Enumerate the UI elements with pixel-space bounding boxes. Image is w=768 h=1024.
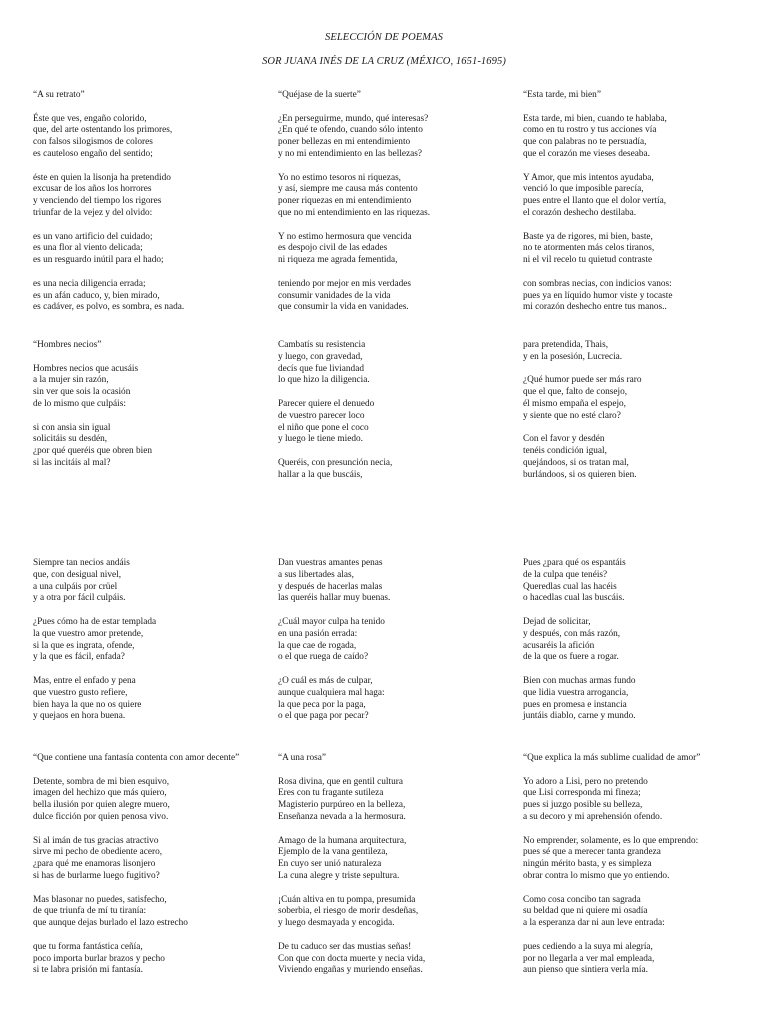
stanza <box>523 895 748 930</box>
poem-block <box>278 753 523 993</box>
verse-line: es un vano artificio del cuidado; <box>33 231 153 242</box>
verse-line: Siempre tan necios andáis <box>33 558 130 568</box>
verse-line: En cuyo ser unió naturaleza <box>278 859 382 870</box>
verse-line: la que peca por la paga, <box>278 699 366 710</box>
poem-block <box>523 90 748 340</box>
verse-line: es despojo civil de las edades <box>278 243 388 254</box>
stanza <box>33 173 278 220</box>
stanza <box>33 942 278 977</box>
verse-line: Éste que ves, engaño colorido, <box>33 113 147 124</box>
poem-title <box>33 90 278 114</box>
stanza <box>278 676 523 723</box>
verse-line: dulce ficción por quien penosa vivo. <box>33 811 169 822</box>
stanza <box>33 423 278 470</box>
verse-line: pues cediendo a la suya mi alegría, <box>523 941 653 952</box>
verse-line: ¿En qué te ofendo, cuando sólo intento <box>278 125 423 136</box>
poem-block <box>278 90 523 340</box>
verse-line: Pues ¿para qué os espantáis <box>523 558 626 568</box>
verse-line: Magisterio purpúreo en la belleza, <box>278 800 406 811</box>
stanza <box>278 942 523 977</box>
verse-line: venció lo que imposible parecía, <box>523 184 644 195</box>
verse-line: para pretendida, Thais, <box>523 340 609 350</box>
verse-line: ¿O cuál es más de culpar, <box>278 675 373 686</box>
verse-line: la que vuestro amor pretende, <box>33 628 144 639</box>
verse-line: es un afán caduco, y, bien mirado, <box>33 290 160 301</box>
verse-line: a una culpáis por crüel <box>33 581 118 592</box>
poem-block <box>33 558 278 753</box>
verse-line: Rosa divina, que en gentil cultura <box>278 776 403 787</box>
verse-line: la que cae de rogada, <box>278 640 357 651</box>
poem-title <box>523 753 748 777</box>
verse-line: si has de burlarme luego fugitivo? <box>33 870 160 881</box>
poem-block <box>33 753 278 993</box>
stanza <box>523 279 748 314</box>
verse-line: y en la posesión, Lucrecia. <box>523 351 623 362</box>
verse-line: que vuestro gusto refiere, <box>33 687 128 698</box>
stanza <box>278 399 523 446</box>
verse-line: y la que es fácil, enfada? <box>33 652 125 663</box>
stanza <box>523 375 748 422</box>
stanza <box>33 895 278 930</box>
verse-line: en una pasión errada: <box>278 628 358 639</box>
verse-line: que el que, falto de consejo, <box>523 387 628 398</box>
poem-block <box>523 340 748 558</box>
verse-line: acusaréis la afición <box>523 640 595 651</box>
poem-block <box>278 558 523 753</box>
verse-line: Yo adoro a Lisi, pero no pretendo <box>523 776 648 787</box>
verse-line: Y Amor, que mis intentos ayudaba, <box>523 172 654 183</box>
stanza <box>278 777 523 824</box>
poem-grid <box>33 90 748 993</box>
stanza <box>278 895 523 930</box>
verse-line: es una flor al viento delicada; <box>33 243 143 254</box>
stanza <box>33 617 278 664</box>
stanza <box>278 279 523 314</box>
stanza <box>33 364 278 411</box>
verse-line: de lo mismo que culpáis: <box>33 398 126 409</box>
verse-line: de la culpa que tenéis? <box>523 569 608 580</box>
verse-line: ¿Pues cómo ha de estar templada <box>33 616 157 627</box>
verse-line: excusar de los años los horrores <box>33 184 152 195</box>
stanza <box>523 558 748 605</box>
verse-line: no te atormenten más celos tiranos, <box>523 243 655 254</box>
poem-block <box>33 90 278 340</box>
poem-title-text: “Que contiene una fantasía contenta con amor decente” <box>33 753 240 763</box>
poem-title <box>33 753 278 777</box>
stanza <box>523 340 748 364</box>
verse-line: De tu caduco ser das mustias señas! <box>278 941 412 952</box>
verse-line: pues sé que a merecer tanta grandeza <box>523 847 661 858</box>
stanza <box>523 777 748 824</box>
stanza <box>278 340 523 387</box>
stanza <box>33 232 278 267</box>
verse-line: y luego le tiene miedo. <box>278 434 363 445</box>
verse-line: aunque cualquiera mal haga: <box>278 687 385 698</box>
stanza <box>523 617 748 664</box>
verse-line: y a otra por fácil culpáis. <box>33 593 126 604</box>
verse-line: que aunque dejas burlado el lazo estrecho <box>33 918 188 929</box>
verse-line: ni riqueza me agrada fementida, <box>278 255 398 266</box>
poem-block <box>523 753 748 993</box>
verse-line: él mismo empaña el espejo, <box>523 398 627 409</box>
stanza <box>33 558 278 605</box>
verse-line: Con el favor y desdén <box>523 434 605 445</box>
stanza <box>278 836 523 883</box>
verse-line: Queredlas cual las hacéis <box>523 581 617 592</box>
verse-line: o el que paga por pecar? <box>278 711 369 722</box>
verse-line: que Lisi corresponda mi fineza; <box>523 788 641 799</box>
poem-title <box>523 90 748 114</box>
stanza <box>523 173 748 220</box>
verse-line: a sus libertades alas, <box>278 569 354 580</box>
verse-line: ¿por qué queréis que obren bien <box>33 446 153 457</box>
verse-line: juntáis diablo, carne y mundo. <box>523 711 636 722</box>
stanza <box>523 676 748 723</box>
verse-line: Dan vuestras amantes penas <box>278 558 383 568</box>
poem-title-text: “Hombres necios” <box>33 340 102 350</box>
poem-block <box>33 340 278 558</box>
verse-line: Yo no estimo tesoros ni riquezas, <box>278 172 402 183</box>
verse-line: como en tu rostro y tus acciones vía <box>523 125 657 136</box>
verse-line: o el que ruega de caído? <box>278 652 369 663</box>
verse-line: éste en quien la lisonja ha pretendido <box>33 172 171 183</box>
verse-line: No emprender, solamente, es lo que emprendo: <box>523 835 699 846</box>
stanza <box>33 836 278 883</box>
verse-line: ni el vil recelo tu quietud contraste <box>523 255 653 266</box>
verse-line: sirve mi pecho de obediente acero, <box>33 847 163 858</box>
verse-line: consumir vanidades de la vida <box>278 290 391 301</box>
verse-line: ningún mérito basta, y es simpleza <box>523 859 652 870</box>
stanza <box>523 114 748 161</box>
stanza <box>278 173 523 220</box>
poem-title-text: “Que explica la más sublime cualidad de amor” <box>523 753 701 763</box>
verse-line: a la mujer sin razón, <box>33 375 109 386</box>
poem-title-text: “Esta tarde, mi bien” <box>523 90 601 100</box>
verse-line: Hombres necios que acusáis <box>33 363 139 374</box>
verse-line: y después, con más razón, <box>523 628 621 639</box>
verse-line: y venciendo del tiempo los rigores <box>33 196 162 207</box>
verse-line: si las incitáis al mal? <box>33 457 111 468</box>
verse-line: que consumir la vida en vanidades. <box>278 302 409 313</box>
verse-line: y luego desmayada y encogida. <box>278 918 395 929</box>
verse-line: de vuestro parecer loco <box>278 410 365 421</box>
poem-title <box>33 340 278 364</box>
verse-line: ¿para qué me enamoras lisonjero <box>33 859 156 870</box>
verse-line: si la que es ingrata, ofende, <box>33 640 135 651</box>
verse-line: poner bellezas en mi entendimiento <box>278 137 411 148</box>
poem-block <box>523 558 748 753</box>
verse-line: y así, siempre me causa más contento <box>278 184 418 195</box>
verse-line: bella ilusión por quien alegre muero, <box>33 800 170 811</box>
stanza <box>33 114 278 161</box>
verse-line: mi corazón deshecho entre tus manos.. <box>523 302 667 313</box>
verse-line: Y no estimo hermosura que vencida <box>278 231 412 242</box>
verse-line: Ejemplo de la vana gentileza, <box>278 847 388 858</box>
verse-line: ¿Cuál mayor culpa ha tenido <box>278 616 385 627</box>
verse-line: sin ver que sois la ocasión <box>33 387 131 398</box>
verse-line: es un resguardo inútil para el hado; <box>33 255 164 266</box>
verse-line: Si al imán de tus gracias atractivo <box>33 835 159 846</box>
verse-line: pues entre el llanto que el dolor vertía, <box>523 196 667 207</box>
stanza <box>523 434 748 481</box>
verse-line: obrar contra lo mismo que yo entiendo. <box>523 870 670 881</box>
verse-line: Mas, entre el enfado y pena <box>33 675 136 686</box>
verse-line: y después de hacerlas malas <box>278 581 383 592</box>
verse-line: solicitáis su desdén, <box>33 434 108 445</box>
verse-line: triunfar de la vejez y del olvido: <box>33 207 153 218</box>
verse-line: poco importa burlar brazos y pecho <box>33 953 165 964</box>
verse-line: Detente, sombra de mi bien esquivo, <box>33 776 170 787</box>
verse-line: Queréis, con presunción necia, <box>278 457 393 468</box>
verse-line: que lidia vuestra arrogancia, <box>523 687 629 698</box>
verse-line: Viviendo engañas y muriendo enseñas. <box>278 965 423 976</box>
verse-line: Parecer quiere el denuedo <box>278 398 375 409</box>
verse-line: por no llegarla a ver mal empleada, <box>523 953 655 964</box>
verse-line: si con ansia sin igual <box>33 422 111 433</box>
stanza <box>278 458 523 482</box>
verse-line: teniendo por mejor en mis verdades <box>278 278 411 289</box>
verse-line: que, con desigual nivel, <box>33 569 122 580</box>
verse-line: aun pienso que sintiera verla mía. <box>523 965 648 976</box>
verse-line: si te labra prisión mi fantasía. <box>33 965 143 976</box>
verse-line: Con que con docta muerte y necia vida, <box>278 953 426 964</box>
verse-line: Cambatís su resistencia <box>278 340 366 350</box>
stanza <box>523 942 748 977</box>
stanza <box>278 114 523 161</box>
verse-line: imagen del hechizo que más quiero, <box>33 788 167 799</box>
verse-line: que con palabras no te persuadía, <box>523 137 647 148</box>
stanza <box>278 617 523 664</box>
verse-line: el niño que pone el coco <box>278 422 369 433</box>
verse-line: quejándoos, si os tratan mal, <box>523 457 629 468</box>
verse-line: que, del arte ostentando los primores, <box>33 125 173 136</box>
verse-line: pues si juzgo posible su belleza, <box>523 800 643 811</box>
poem-title-text: “A una rosa” <box>278 753 327 763</box>
stanza <box>33 676 278 723</box>
verse-line: La cuna alegre y triste sepultura. <box>278 870 400 881</box>
stanza <box>33 777 278 824</box>
document-subtitle: SOR JUANA INÉS DE LA CRUZ (MÉXICO, 1651-1695) <box>262 56 506 67</box>
verse-line: poner riquezas en mi entendimiento <box>278 196 412 207</box>
poem-title-text: “A su retrato” <box>33 90 85 100</box>
verse-line: y siente que no esté claro? <box>523 410 621 421</box>
document-title: SELECCIÓN DE POEMAS <box>325 32 443 43</box>
verse-line: y quejaos en hora buena. <box>33 711 126 722</box>
poem-title-text: “Quéjase de la suerte” <box>278 90 361 100</box>
verse-line: Bien con muchas armas fundo <box>523 675 636 686</box>
stanza <box>33 279 278 314</box>
verse-line: es cauteloso engaño del sentido; <box>33 148 153 159</box>
verse-line: burlándoos, si os quieren bien. <box>523 469 637 480</box>
verse-line: ¡Cuán altiva en tu pompa, presumida <box>278 894 416 905</box>
verse-line: lo que hizo la diligencia. <box>278 375 370 386</box>
verse-line: que tu forma fantástica ceñía, <box>33 941 143 952</box>
verse-line: bien haya la que no os quiere <box>33 699 142 710</box>
stanza <box>278 558 523 605</box>
verse-line: Eres con tu fragante sutileza <box>278 788 384 799</box>
poem-block <box>278 340 523 558</box>
verse-line: y no mi entendimiento en las bellezas? <box>278 148 423 159</box>
verse-line: su beldad que ni quiere mi osadía <box>523 906 648 917</box>
verse-line: a su decoro y mi aprehensión ofendo. <box>523 811 663 822</box>
verse-line: es una necia diligencia errada; <box>33 278 146 289</box>
verse-line: ¿En perseguirme, mundo, qué interesas? <box>278 113 429 124</box>
verse-line: pues en promesa e instancia <box>523 699 627 710</box>
verse-line: Baste ya de rigores, mi bien, baste, <box>523 231 653 242</box>
verse-line: hallar a la que buscáis, <box>278 469 363 480</box>
poem-title <box>278 90 523 114</box>
verse-line: Amago de la humana arquitectura, <box>278 835 407 846</box>
stanza <box>278 232 523 267</box>
verse-line: de la que os fuere a rogar. <box>523 652 619 663</box>
verse-line: ¿Qué humor puede ser más raro <box>523 375 642 386</box>
stanza <box>523 232 748 267</box>
verse-line: y luego, con gravedad, <box>278 351 363 362</box>
poem-title <box>278 753 523 777</box>
verse-line: pues ya en líquido humor viste y tocaste <box>523 290 673 301</box>
verse-line: que no mi entendimiento en las riquezas. <box>278 207 431 218</box>
verse-line: decís que fue liviandad <box>278 363 364 374</box>
verse-line: Mas blasonar no puedes, satisfecho, <box>33 894 167 905</box>
verse-line: con sombras necias, con indicios vanos: <box>523 278 672 289</box>
verse-line: que el corazón me vieses deseaba. <box>523 148 650 159</box>
verse-line: Dejad de solicitar, <box>523 616 591 627</box>
verse-line: Enseñanza nevada a la hermosura. <box>278 811 406 822</box>
verse-line: es cadáver, es polvo, es sombra, es nada. <box>33 302 185 313</box>
verse-line: Como cosa concibo tan sagrada <box>523 894 641 905</box>
verse-line: de que triunfa de mí tu tiranía: <box>33 906 147 917</box>
verse-line: tenéis condición igual, <box>523 446 607 457</box>
verse-line: el corazón deshecho destilaba. <box>523 207 637 218</box>
verse-line: Esta tarde, mi bien, cuando te hablaba, <box>523 113 667 124</box>
verse-line: con falsos silogismos de colores <box>33 137 153 148</box>
verse-line: soberbia, el riesgo de morir desdeñas, <box>278 906 419 917</box>
verse-line: a la esperanza dar ni aun leve entrada: <box>523 918 665 929</box>
verse-line: o hacedlas cual las buscáis. <box>523 593 625 604</box>
verse-line: las queréis hallar muy buenas. <box>278 593 391 604</box>
stanza <box>523 836 748 883</box>
